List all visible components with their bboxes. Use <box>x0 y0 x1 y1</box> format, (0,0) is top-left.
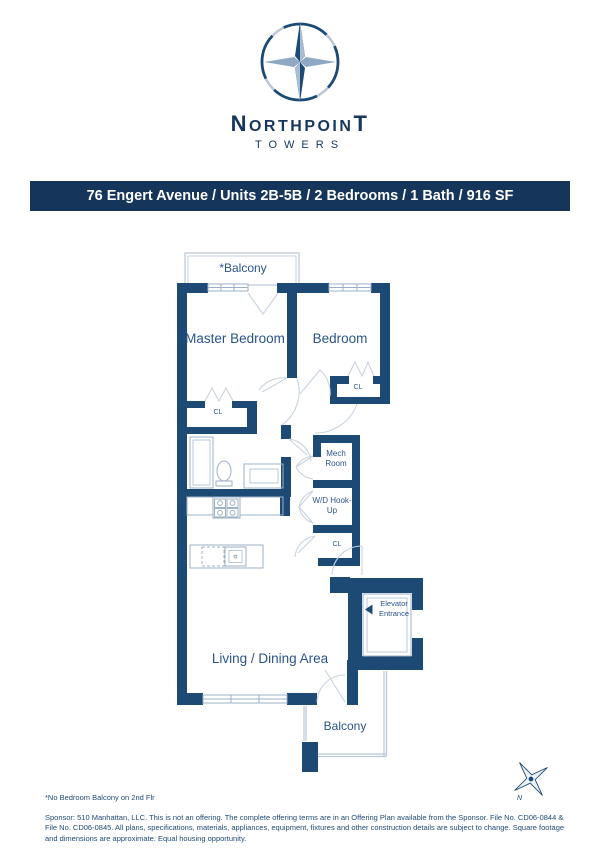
label-hall-closet: CL <box>332 541 342 548</box>
brand-letters-mid: ORTHPOIN <box>248 118 354 135</box>
label-elevator-entrance: Elevator Entrance <box>378 599 410 618</box>
address-banner: 76 Engert Avenue / Units 2B-5B / 2 Bedrooms / 1 Bath / 916 SF <box>30 181 570 211</box>
label-living-dining: Living / Dining Area <box>211 651 329 666</box>
label-balcony-top: *Balcony <box>219 261 267 275</box>
footnote: *No Bedroom Balcony on 2nd Flr <box>45 793 155 802</box>
label-bedroom: Bedroom <box>312 331 368 346</box>
label-mech-room: Mech Room <box>325 449 347 468</box>
brand-subtitle: TOWERS <box>254 139 346 151</box>
label-balcony-bottom: Balcony <box>323 719 367 733</box>
label-master-bedroom: Master Bedroom <box>185 331 285 346</box>
label-bedroom-closet: CL <box>353 384 363 391</box>
label-master-closet: CL <box>213 409 223 416</box>
disclaimer: Sponsor: 510 Manhattan, LLC. This is not an offering. The complete offering terms are in an Offering Plan available from the Sponsor. File No. CD06-0844 & File No. CD06-0845. All plans, specifications, materials, appliances, equipment, fixtures and other construction details are subject to change. Square footage and dimensions are approximate. Equal housing opportunity. <box>45 813 565 843</box>
brand-letter-last: T <box>353 111 370 136</box>
brand-letter-first: N <box>230 111 249 136</box>
north-compass-icon <box>503 751 559 807</box>
label-wd-hookup: W/D Hook-Up <box>312 496 352 515</box>
north-compass-label: N <box>517 795 523 802</box>
